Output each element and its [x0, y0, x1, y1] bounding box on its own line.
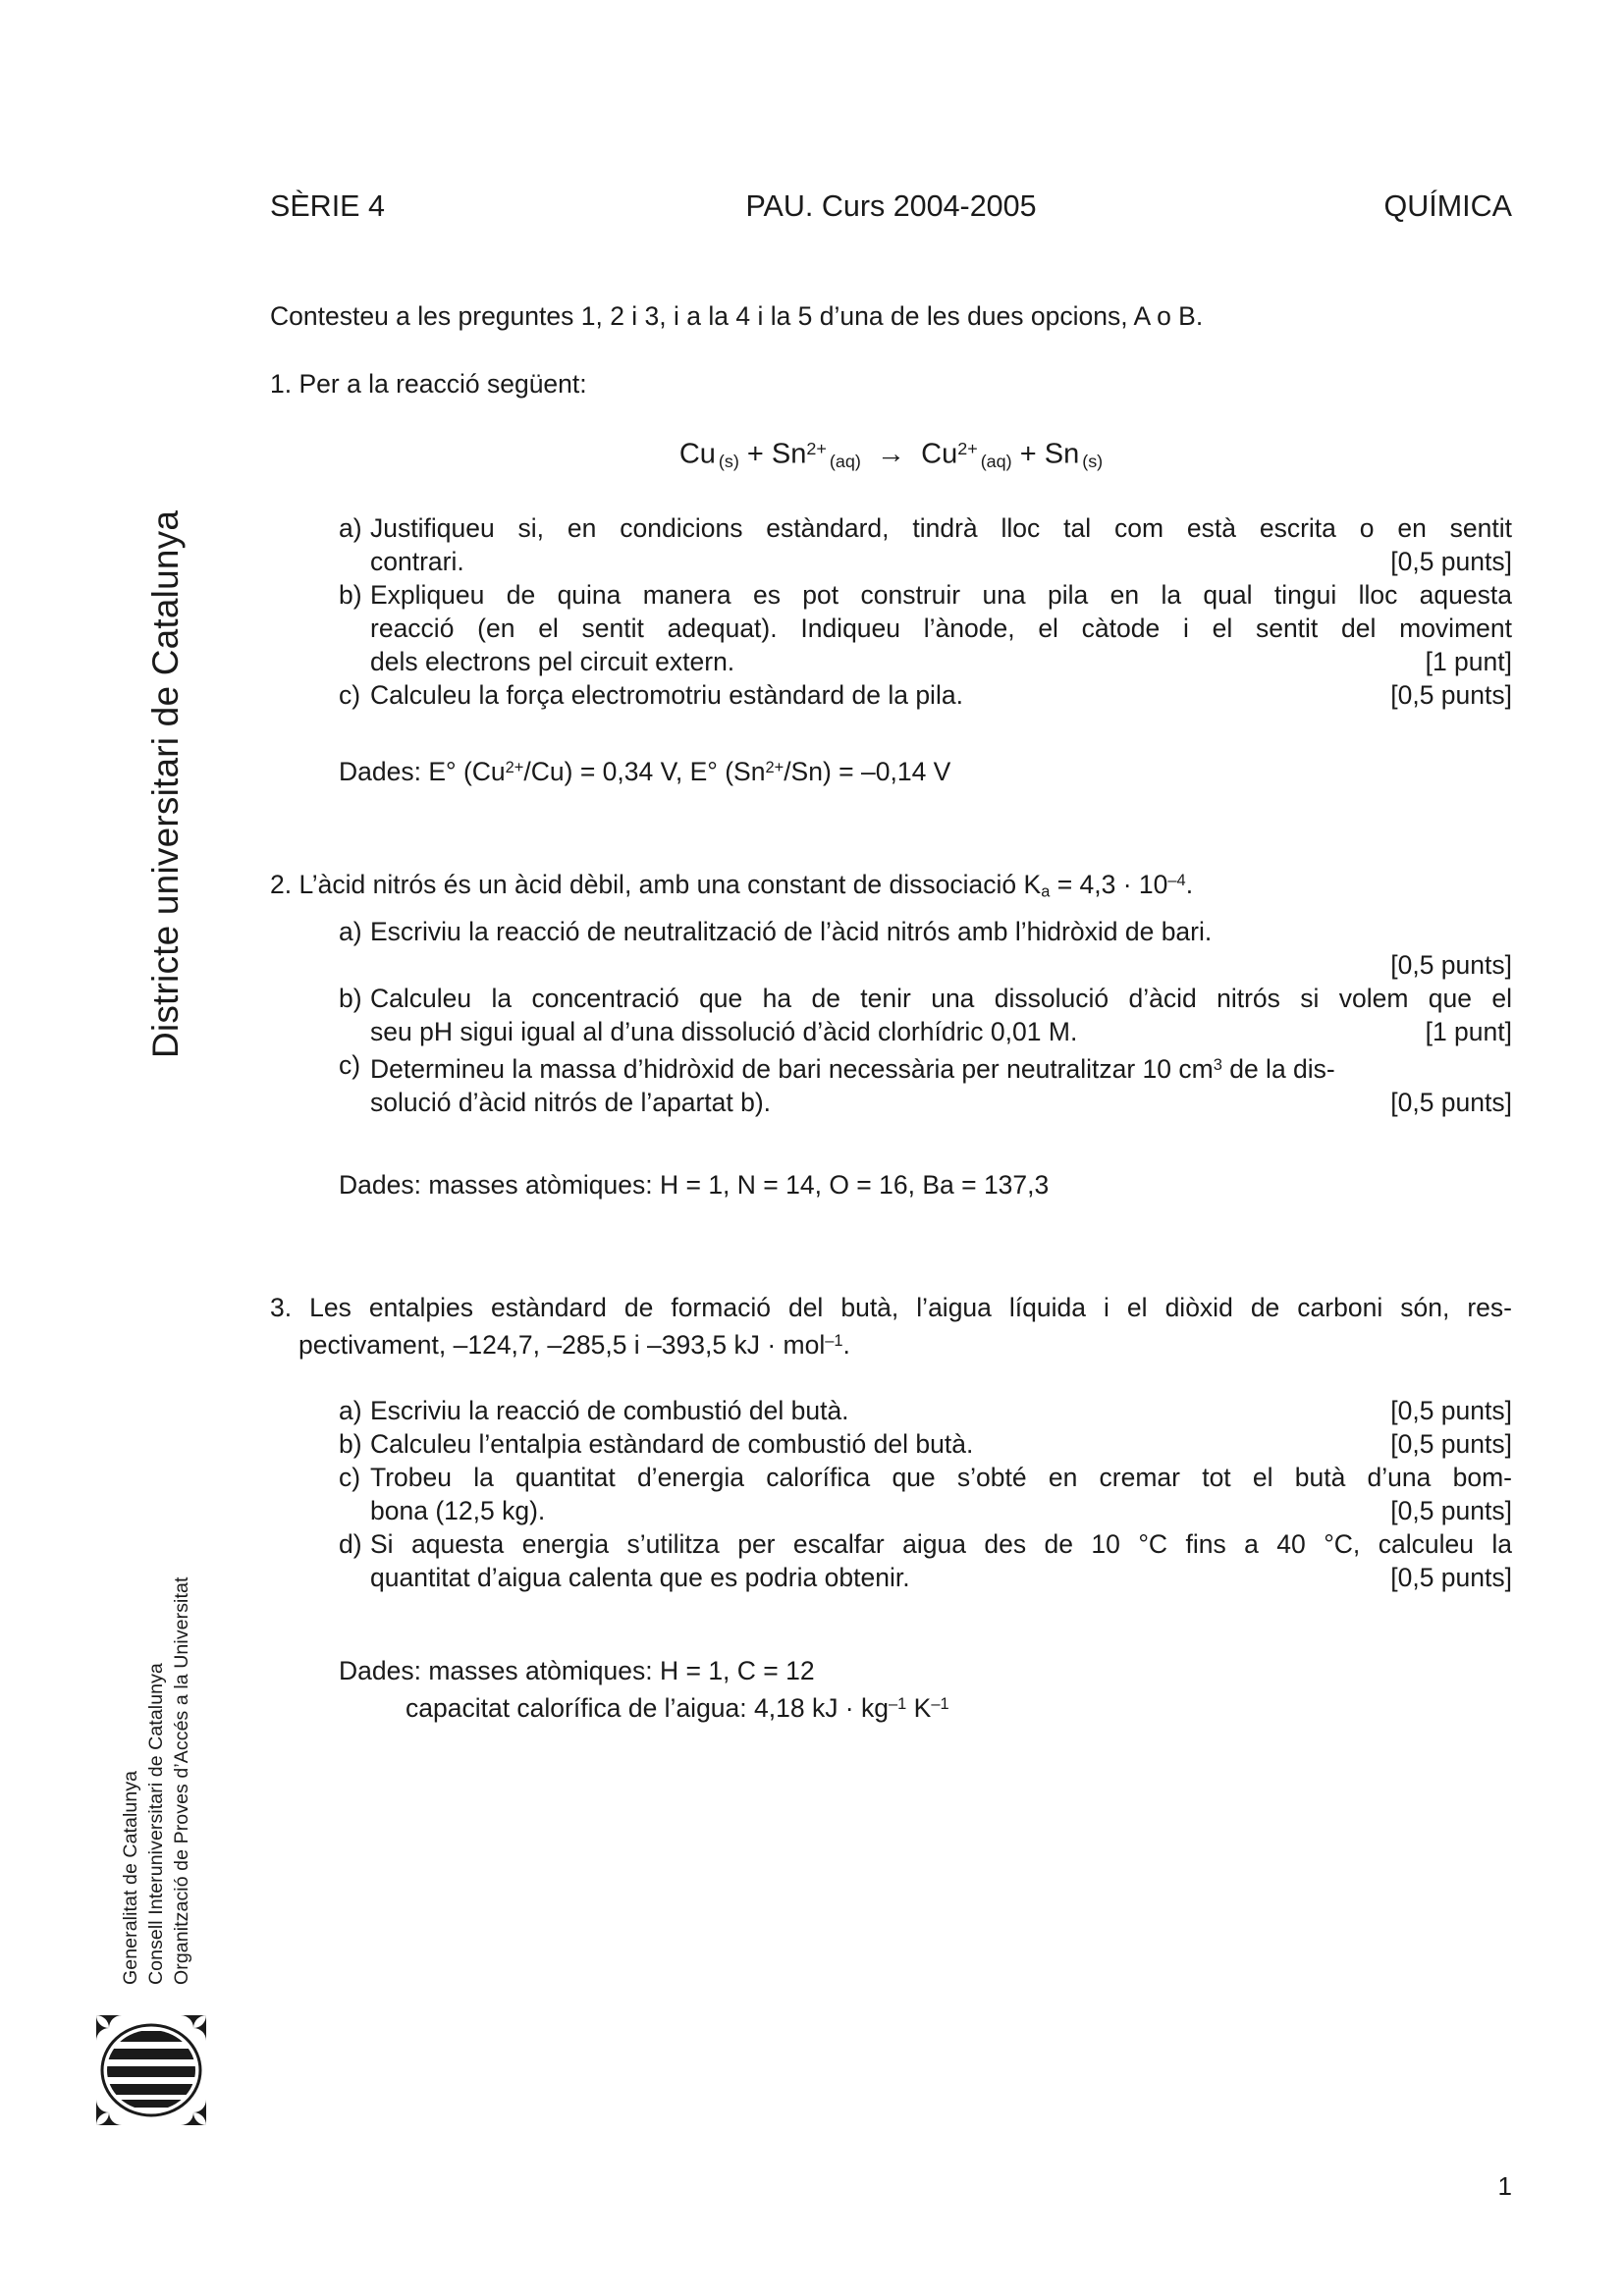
eq-reactant-1: Cu — [678, 438, 716, 470]
question-2-item-a — [339, 915, 1512, 982]
item-line: Expliqueu de quina manera es pot construir una pila en la qual tingui lloc aquesta — [370, 580, 1512, 610]
item-body — [370, 1394, 1512, 1427]
item-line-with-points — [370, 1427, 1512, 1461]
item-line: dels electrons pel circuit extern. — [370, 647, 735, 676]
item-body — [370, 578, 1512, 678]
header-subject: QUÍMICA — [1383, 189, 1512, 223]
eq-reactant-2-charge: 2+ — [806, 439, 827, 458]
question-2-item-c — [339, 1048, 1512, 1119]
question-1-stem — [270, 367, 1512, 400]
item-label: c) — [339, 1050, 361, 1080]
item-points: [1 punt] — [1425, 647, 1512, 676]
item-line: Calculeu la concentració que ha de tenir una dissolució d’àcid nitrós si volem que el — [370, 984, 1512, 1013]
question-3-stem-line-2 — [270, 1324, 1512, 1362]
stem-mid: = 4,3 · 10 — [1050, 869, 1168, 899]
question-3-data-block — [339, 1654, 1512, 1725]
item-line: solució d’àcid nitrós de l’apartat b). — [370, 1087, 772, 1117]
question-2-stem — [270, 864, 1512, 908]
header-exam: PAU. Curs 2004-2005 — [745, 189, 1037, 223]
question-3-item-b — [339, 1427, 1512, 1461]
item-line-pre: Determineu la massa d’hidròxid de bari necessària per neutralitzar 10 cm — [370, 1053, 1214, 1084]
stem-line-2-pre: pectivament, –124,7, –285,5 i –393,5 kJ · mol — [298, 1329, 826, 1360]
instructions-paragraph: Contesteu a les preguntes 1, 2 i 3, i a la 4 i la 5 d’una de les dues opcions, A o B. — [270, 301, 1204, 331]
item-line: Trobeu la quantitat d’energia calorífica que s’obté en cremar tot el butà d’una bom- — [370, 1463, 1512, 1492]
page-number: 1 — [1497, 2171, 1512, 2201]
item-label: a) — [339, 513, 362, 543]
question-1-data-line — [339, 751, 1512, 788]
eq-plus-1: + — [746, 438, 764, 470]
item-points: [0,5 punts] — [1390, 1429, 1512, 1459]
item-points: [0,5 punts] — [1390, 547, 1512, 576]
question-3-stem-text: Les entalpies estàndard de formació del butà, l’aigua líquida i el diòxid de carboni són, res- — [309, 1293, 1512, 1322]
item-line-post: de la dis- — [1221, 1053, 1335, 1084]
data-superscript: –1 — [888, 1695, 907, 1713]
question-1-equation — [270, 432, 1512, 478]
eq-arrow-icon: → — [877, 438, 905, 470]
item-body — [370, 982, 1512, 1048]
question-2-items — [339, 915, 1512, 1119]
eq-product-1: Cu — [921, 438, 958, 470]
stem-line-2-post: . — [842, 1329, 850, 1360]
question-3-item-c — [339, 1461, 1512, 1527]
item-line: Justifiqueu si, en condicions estàndard, tindrà lloc tal com està escrita o en sentit — [370, 513, 1512, 543]
sidebar-org-line-1: Generalitat de Catalunya — [120, 1770, 141, 1985]
header-series: SÈRIE 4 — [270, 189, 385, 223]
question-1-item-c — [339, 678, 1512, 712]
question-2-item-b — [339, 982, 1512, 1048]
item-label: a) — [339, 1396, 362, 1425]
item-label: c) — [339, 680, 361, 710]
eq-product-1-state: (aq) — [980, 451, 1012, 471]
question-3-items — [339, 1394, 1512, 1594]
question-2-number: 2. — [270, 869, 293, 899]
item-line-with-points — [370, 645, 1512, 678]
item-points: [0,5 punts] — [1390, 1396, 1512, 1425]
item-line-with-points — [370, 1561, 1512, 1594]
question-1-item-a — [339, 511, 1512, 578]
data-line-1: Dades: masses atòmiques: H = 1, C = 12 — [339, 1656, 815, 1685]
eq-reactant-1-state: (s) — [718, 451, 739, 471]
item-line: bona (12,5 kg). — [370, 1496, 546, 1525]
item-label: b) — [339, 580, 362, 610]
stem-post: . — [1185, 869, 1194, 899]
item-label: c) — [339, 1463, 361, 1492]
data-superscript: –1 — [931, 1695, 949, 1713]
stem-superscript: –1 — [825, 1332, 843, 1350]
eq-reactant-2-state: (aq) — [829, 451, 861, 471]
question-3-stem-line-1 — [270, 1291, 1512, 1324]
stem-subscript: a — [1041, 882, 1051, 901]
document-header — [270, 189, 1512, 229]
eq-product-1-charge: 2+ — [957, 439, 978, 458]
item-line: quantitat d’aigua calenta que es podria obtenir. — [370, 1563, 910, 1592]
item-body — [370, 1527, 1512, 1594]
eq-reactant-2: Sn — [771, 438, 807, 470]
eq-product-2: Sn — [1044, 438, 1080, 470]
question-2-stem-text: L’àcid nitrós és un àcid dèbil, amb una constant de dissociació K — [298, 869, 1042, 899]
item-line-with-points — [370, 545, 1512, 578]
data-line-2-pre: capacitat calorífica de l’aigua: 4,18 kJ · kg — [406, 1692, 889, 1723]
item-line: reacció (en el sentit adequat). Indiqueu l’ànode, el càtode i el sentit del moviment — [370, 614, 1512, 643]
question-1-item-b — [339, 578, 1512, 678]
item-body — [370, 1048, 1512, 1119]
stem-superscript: –4 — [1167, 872, 1186, 889]
item-body — [370, 915, 1512, 982]
item-line: Escriviu la reacció de combustió del butà. — [370, 1396, 849, 1425]
question-1-items — [339, 511, 1512, 712]
data-line-2 — [339, 1687, 1512, 1725]
sidebar-org-line-2: Consell Interuniversitari de Catalunya — [145, 1663, 167, 1985]
item-line: Si aquesta energia s’utilitza per escalfar aigua des de 10 °C fins a 40 °C, calculeu la — [370, 1529, 1512, 1559]
question-3-item-a — [339, 1394, 1512, 1427]
item-points: [1 punt] — [1425, 1017, 1512, 1046]
item-points: [0,5 punts] — [1390, 1496, 1512, 1525]
question-3-stem — [270, 1291, 1512, 1362]
question-2-data-line: Dades: masses atòmiques: H = 1, N = 14, O = 16, Ba = 137,3 — [339, 1170, 1050, 1200]
sidebar-org-line-3: Organització de Proves d’Accés a la Universitat — [171, 1576, 192, 1985]
generalitat-de-catalunya-emblem-icon — [96, 2015, 206, 2125]
item-body — [370, 1461, 1512, 1527]
item-label: b) — [339, 984, 362, 1013]
item-line: Calculeu l’entalpia estàndard de combustió del butà. — [370, 1429, 974, 1459]
item-label: d) — [339, 1529, 362, 1559]
data-prefix: Dades: E° (Cu — [339, 756, 506, 786]
item-superscript: 3 — [1213, 1056, 1222, 1074]
eq-product-2-state: (s) — [1082, 451, 1104, 471]
item-points: [0,5 punts] — [1390, 950, 1512, 980]
data-superscript: 2+ — [505, 759, 524, 776]
item-line-with-points — [370, 1394, 1512, 1427]
item-line-with-points — [370, 1015, 1512, 1048]
question-3-number: 3. — [270, 1293, 293, 1322]
sidebar-district-title: Districte universitari de Catalunya — [145, 509, 186, 1058]
item-body — [370, 511, 1512, 578]
item-label: a) — [339, 917, 362, 946]
item-line: seu pH sigui igual al d’una dissolució d’àcid clorhídric 0,01 M. — [370, 1017, 1078, 1046]
item-line: Calculeu la força electromotriu estàndard de la pila. — [370, 680, 963, 710]
item-line — [370, 1048, 1512, 1086]
data-superscript: 2+ — [765, 759, 784, 776]
item-body — [370, 678, 1512, 712]
item-label: b) — [339, 1429, 362, 1459]
data-tail: /Sn) = –0,14 V — [784, 756, 951, 786]
data-mid: /Cu) = 0,34 V, E° (Sn — [523, 756, 766, 786]
question-1-number: 1. — [270, 369, 293, 399]
item-body — [370, 1427, 1512, 1461]
item-points: [0,5 punts] — [1390, 680, 1512, 710]
question-1-stem-text: Per a la reacció següent: — [298, 369, 587, 399]
item-line-with-points — [370, 1086, 1512, 1119]
item-line: contrari. — [370, 547, 464, 576]
item-line: Escriviu la reacció de neutralització de l’àcid nitrós amb l’hidròxid de bari. — [370, 917, 1213, 946]
data-line-2-mid: K — [906, 1692, 932, 1723]
eq-plus-2: + — [1019, 438, 1037, 470]
item-line-with-points — [370, 678, 1512, 712]
item-points: [0,5 punts] — [1390, 1087, 1512, 1117]
item-line-with-points — [370, 1494, 1512, 1527]
item-points: [0,5 punts] — [1390, 1563, 1512, 1592]
question-3-item-d — [339, 1527, 1512, 1594]
